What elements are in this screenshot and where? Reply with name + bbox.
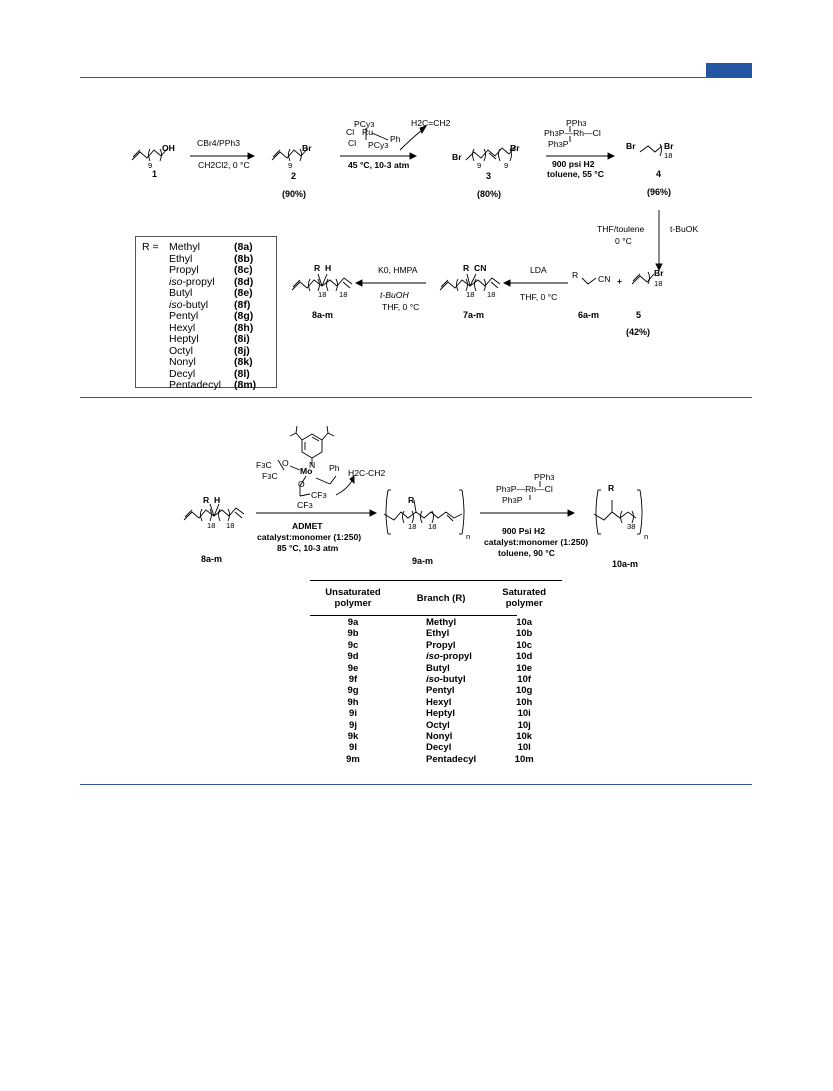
cell-sat: 10m xyxy=(514,753,534,765)
header-saturated: Saturated polymer xyxy=(502,587,547,609)
cell-branch: Octyl xyxy=(426,719,450,731)
structure-4 xyxy=(640,144,662,156)
header-unsaturated: Unsaturated polymer xyxy=(325,587,381,609)
table-row xyxy=(310,720,562,731)
compound-label-5: 5 xyxy=(636,310,642,320)
compound-yield-3: (80%) xyxy=(477,189,502,199)
admet-ratio: catalyst:monomer (1:250) xyxy=(257,532,362,542)
legend-name-8m: Pentadecyl xyxy=(169,379,221,391)
structure-2-br: Br xyxy=(302,143,312,153)
schrock-o-top: O xyxy=(282,458,289,468)
grubbs-ph: Ph xyxy=(390,134,401,144)
wilkinson2-ph3p: Ph3P xyxy=(502,495,523,505)
cell-branch: iso-propyl xyxy=(426,651,472,663)
cell-branch: Pentyl xyxy=(426,685,455,697)
cell-branch: Decyl xyxy=(426,742,452,754)
schrock-ph: Ph xyxy=(329,463,340,473)
legend-code-8d: (8d) xyxy=(234,275,254,288)
cell-sat: 10j xyxy=(517,719,531,731)
polymer9-label: 9a-m xyxy=(412,556,434,566)
cell-branch: Nonyl xyxy=(426,731,453,743)
step4-solvent: THF/toulene xyxy=(597,224,645,234)
structure-1-oh: OH xyxy=(162,143,175,153)
legend-code-8i: (8i) xyxy=(234,333,250,345)
monomer-sub-b: 18 xyxy=(226,521,235,530)
legend-title: R = xyxy=(142,241,159,253)
polymer9-r: R xyxy=(408,495,415,505)
cell-branch: Pentadecyl xyxy=(426,753,477,765)
legend-code-8e: (8e) xyxy=(234,287,253,299)
structure-7 xyxy=(440,274,500,291)
schrock-cf3-2: CF3 xyxy=(297,500,313,510)
structure-4-br-right: Br xyxy=(664,141,674,151)
table-row xyxy=(310,708,562,719)
schrock-n: N xyxy=(309,460,316,470)
cell-unsat: 9e xyxy=(347,662,359,674)
schrock-f3c-top: F3C xyxy=(256,460,272,470)
structure-3-br-left: Br xyxy=(452,152,462,162)
schrock-f3c-2: F3C xyxy=(262,471,278,481)
table-header-rule xyxy=(310,615,517,616)
legend-name-8g: Pentyl xyxy=(169,310,199,322)
admet-label: ADMET xyxy=(292,521,323,531)
cell-unsat: 9h xyxy=(347,696,359,708)
grubbs-cl-top: Cl xyxy=(346,127,355,137)
structure-3-br-right: Br xyxy=(510,143,520,153)
cell-unsat: 9a xyxy=(347,617,359,628)
cell-unsat: 9j xyxy=(349,719,357,731)
subscript-8b: 18 xyxy=(339,290,348,299)
cell-branch: Heptyl xyxy=(426,708,456,720)
plus-sign: + xyxy=(617,276,623,286)
polymer10-label: 10a-m xyxy=(612,559,639,569)
legend-name-8i: Heptyl xyxy=(169,333,199,345)
table-row xyxy=(310,731,562,742)
legend-code-8l: (8l) xyxy=(234,367,250,380)
step5-conditions: THF, 0 °C xyxy=(520,292,558,302)
table-row xyxy=(310,754,562,765)
polymer10-sub: 38 xyxy=(627,522,636,531)
schrock-mo: Mo xyxy=(300,466,313,476)
legend-code-8b: (8b) xyxy=(234,252,254,265)
cell-sat: 10e xyxy=(516,662,533,674)
hyd-conditions: toluene, 90 °C xyxy=(498,548,555,558)
step5-reagent: LDA xyxy=(530,265,547,275)
legend-name-8a: Methyl xyxy=(169,241,200,253)
grubbs-cl-bottom: Cl xyxy=(348,138,357,148)
polymer10-n: n xyxy=(644,532,649,541)
structure-4-br-left: Br xyxy=(626,141,636,151)
compound-label-7: 7a-m xyxy=(463,310,485,320)
cell-sat: 10a xyxy=(516,617,533,628)
compound-yield-2: (90%) xyxy=(282,189,307,199)
cell-branch: Butyl xyxy=(426,662,450,674)
table-row xyxy=(310,674,562,685)
step2-conditions: 45 °C, 10-3 atm xyxy=(348,160,410,170)
cell-sat: 10f xyxy=(517,674,532,686)
cell-unsat: 9i xyxy=(349,708,357,720)
hyd-ratio: catalyst:monomer (1:250) xyxy=(484,537,589,547)
structure-6-cn: CN xyxy=(598,274,611,284)
cell-branch: Methyl xyxy=(426,617,457,628)
polymer10-r: R xyxy=(608,483,615,493)
step6-reagent: K0, HMPA xyxy=(378,265,418,275)
cell-unsat: 9d xyxy=(347,651,359,663)
table-row xyxy=(310,663,562,674)
cell-branch: iso-butyl xyxy=(426,674,466,686)
legend-name-8d: iso-propyl xyxy=(169,275,215,288)
structure-8 xyxy=(292,274,352,291)
polymer9-n: n xyxy=(466,532,471,541)
table-row xyxy=(310,742,562,753)
legend-name-8k: Nonyl xyxy=(169,356,196,368)
ethylene-2: H2C-CH2 xyxy=(348,468,386,478)
step6-solvent: t-BuOH xyxy=(380,290,409,300)
structure-5-br: Br xyxy=(654,268,664,278)
cell-unsat: 9l xyxy=(349,742,357,754)
subscript-18-5: 18 xyxy=(654,279,663,288)
structure-8-r-h: R H xyxy=(314,263,332,273)
table-row xyxy=(310,697,562,708)
subscript-18-4: 18 xyxy=(664,151,673,160)
legend-name-8l: Decyl xyxy=(169,367,196,380)
legend-code-8a: (8a) xyxy=(234,241,253,253)
monomer-r-h: R H xyxy=(203,495,221,505)
step3-conditions: toluene, 55 °C xyxy=(547,169,604,179)
cell-sat: 10g xyxy=(515,685,533,697)
cell-sat: 10b xyxy=(515,628,533,640)
step4-temp: 0 °C xyxy=(615,236,632,246)
compound-label-8: 8a-m xyxy=(312,310,334,320)
structure-6-r: R xyxy=(572,270,579,280)
table-row xyxy=(310,651,562,662)
legend-code-8h: (8h) xyxy=(234,321,254,334)
admet-conditions: 85 °C, 10-3 atm xyxy=(277,543,339,553)
wilkinson-pph3-top: PPh3 xyxy=(566,118,587,128)
table-header-row xyxy=(310,581,562,610)
cell-unsat: 9b xyxy=(347,628,359,640)
compound-label-2: 2 xyxy=(291,171,297,181)
legend-name-8c: Propyl xyxy=(169,264,199,276)
cell-unsat: 9c xyxy=(347,639,359,651)
monomer-sub-a: 18 xyxy=(207,521,216,530)
legend-code-8j: (8j) xyxy=(234,344,250,357)
structure-polymer-9 xyxy=(384,490,464,534)
cell-sat: 10i xyxy=(517,708,531,720)
table-row xyxy=(310,640,562,651)
legend-code-8c: (8c) xyxy=(234,264,253,276)
grubbs-pcy3-top: PCy3 xyxy=(354,119,375,129)
cell-sat: 10l xyxy=(517,742,531,754)
legend-name-8e: Butyl xyxy=(169,287,193,299)
schrock-cf3-1: CF3 xyxy=(311,490,327,500)
wilkinson-ph3p-bottom: Ph3P xyxy=(548,139,569,149)
wilkinson2-ph3p-rh-cl: Ph3P—Rh—Cl xyxy=(496,484,553,494)
step3-pressure: 900 psi H2 xyxy=(552,159,595,169)
step4-base: t-BuOK xyxy=(670,224,699,234)
cell-branch: Ethyl xyxy=(426,628,450,640)
legend-name-8h: Hexyl xyxy=(169,321,196,334)
cell-sat: 10d xyxy=(515,651,533,663)
grubbs-ru: Ru xyxy=(362,127,373,137)
cell-branch: Hexyl xyxy=(426,696,452,708)
table-row xyxy=(310,685,562,696)
cell-unsat: 9g xyxy=(347,685,359,697)
schrock-o-bottom: O xyxy=(298,479,305,489)
subscript-9b: 9 xyxy=(288,161,293,170)
polymer9-sub-a: 18 xyxy=(408,522,417,531)
cell-sat: 10h xyxy=(515,696,533,708)
step1-conditions: CH2Cl2, 0 °C xyxy=(198,160,250,170)
structure-3 xyxy=(466,146,516,161)
legend-code-8f: (8f) xyxy=(234,298,251,311)
polymer9-sub-b: 18 xyxy=(428,522,437,531)
cell-unsat: 9f xyxy=(348,674,358,686)
legend-name-8b: Ethyl xyxy=(169,252,193,265)
structure-monomer-8 xyxy=(184,504,244,521)
subscript-3b: 9 xyxy=(504,161,509,170)
subscript-7b: 18 xyxy=(487,290,496,299)
substituent-legend xyxy=(135,236,277,391)
structure-5 xyxy=(632,272,654,284)
subscript-3a: 9 xyxy=(477,161,482,170)
legend-code-8m: (8m) xyxy=(234,379,257,391)
wilkinson2-pph3: PPh3 xyxy=(534,472,555,482)
table-row xyxy=(310,628,562,639)
subscript-7a: 18 xyxy=(466,290,475,299)
compound-label-6: 6a-m xyxy=(578,310,600,320)
legend-name-8f: iso-butyl xyxy=(169,298,209,311)
header-branch: Branch (R) xyxy=(416,592,466,604)
grubbs-pcy3-bottom: PCy3 xyxy=(368,140,389,150)
legend-code-8k: (8k) xyxy=(234,356,253,368)
cell-unsat: 9k xyxy=(347,731,359,743)
legend-code-8g: (8g) xyxy=(234,310,254,322)
step6-conditions: THF, 0 °C xyxy=(382,302,420,312)
structure-6 xyxy=(582,278,596,284)
compound-label-1: 1 xyxy=(152,169,158,179)
wilkinson-ph3p-rh-cl: Ph3P—Rh—Cl xyxy=(544,128,601,138)
subscript-9: 9 xyxy=(148,161,153,170)
cell-sat: 10k xyxy=(516,731,533,743)
hyd-pressure: 900 Psi H2 xyxy=(502,526,545,536)
structure-7-r-cn: R CN xyxy=(463,263,487,273)
cell-sat: 10c xyxy=(516,639,533,651)
polymer-table xyxy=(310,580,562,765)
compound-yield-5: (42%) xyxy=(626,327,651,337)
compound-label-3: 3 xyxy=(486,171,492,181)
monomer-label: 8a-m xyxy=(201,554,223,564)
compound-label-4: 4 xyxy=(656,169,662,179)
subscript-8a: 18 xyxy=(318,290,327,299)
step1-reagent: CBr4/PPh3 xyxy=(197,138,240,148)
cell-branch: Propyl xyxy=(426,639,456,651)
legend-name-8j: Octyl xyxy=(169,344,193,357)
table-row xyxy=(310,609,562,628)
ethylene-1: H2C=CH2 xyxy=(411,118,451,128)
cell-unsat: 9m xyxy=(346,753,360,765)
compound-yield-4: (96%) xyxy=(647,187,672,197)
